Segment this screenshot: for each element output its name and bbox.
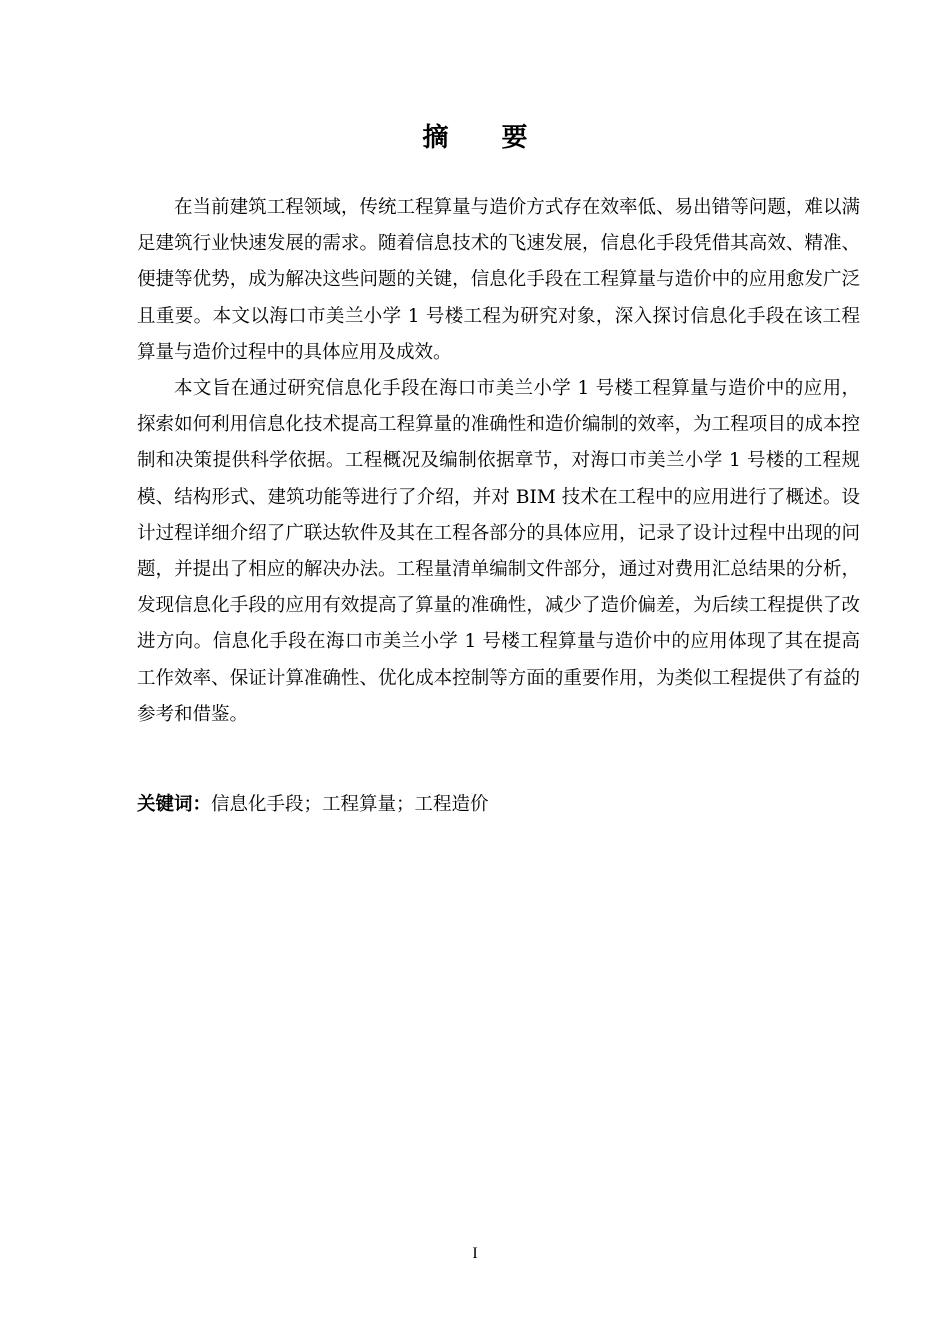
abstract-paragraph-1: 在当前建筑工程领域，传统工程算量与造价方式存在效率低、易出错等问题，难以满足建筑行业快速发展的需求。随着信息技术的飞速发展，信息化手段凭借其高效、精准、便捷等优势，成为解决这些问题的关键，信息化手段在工程算量与造价中的应用愈发广泛且重要。本文以海口市美兰小学 1 号楼工程为研究对象，深入探讨信息化手段在该工程算量与造价过程中的具体应用及成效。 <box>137 197 860 363</box>
keywords-line <box>137 788 860 822</box>
page-number: I <box>472 1245 478 1262</box>
abstract-body <box>137 190 860 733</box>
abstract-paragraph-2: 本文旨在通过研究信息化手段在海口市美兰小学 1 号楼工程算量与造价中的应用，探索如何利用信息化技术提高工程算量的准确性和造价编制的效率，为工程项目的成本控制和决策提供科学依据。工程概况及编制依据章节，对海口市美兰小学 1 号楼的工程规模、结构形式、建筑功能等进行了介绍，并对 BIM 技术在工程中的应用进行了概述。设计过程详细介绍了广联达软件及其在工程各部分的具体应用，记录了设计过程中出现的问题，并提出了相应的解决办法。工程量清单编制文件部分，通过对费用汇总结果的分析，发现信息化手段的应用有效提高了算量的准确性，减少了造价偏差，为后续工程提供了改进方向。信息化手段在海口市美兰小学 1 号楼工程算量与造价中的应用体现了其在提高工作效率、保证计算准确性、优化成本控制等方面的重要作用，为类似工程提供了有益的参考和借鉴。 <box>137 378 860 725</box>
keywords-text: 信息化手段；工程算量；工程造价 <box>211 794 489 815</box>
keywords-label: 关键词： <box>137 794 212 815</box>
page-title: 摘 要 <box>422 123 550 153</box>
